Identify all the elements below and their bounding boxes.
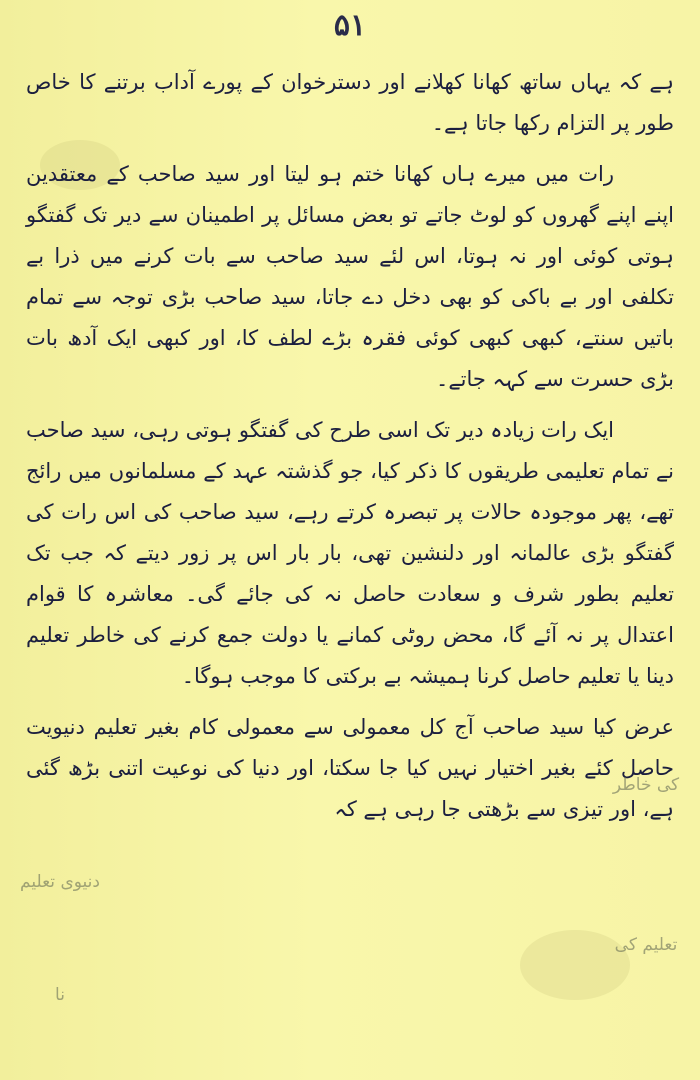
paragraph: ایک رات زیادہ دیر تک اسی طرح کی گفتگو ہوتی رہی، سید صاحب نے تمام تعلیمی طریقوں کا ذکر کیا، جو گذشتہ عہد کے مسلمانوں میں رائج تھے، پھر موجودہ حالات پر تبصرہ کرتے رہے، سید صاحب کی اس رات کی گفتگو بڑی عالمانہ اور دلنشین تھی، بار بار اس پر زور دیتے کہ جب تک تعلیم بطور شرف و سعادت حاصل نہ کی جائے گی۔ معاشرہ کا قوام اعتدال پر نہ آئے گا، محض روٹی کمانے یا دولت جمع کرنے کی خاطر تعلیم دینا یا تعلیم حاصل کرنا ہمیشہ بے برکتی کا موجب ہوگا۔ <box>26 418 674 688</box>
margin-note: دنیوی تعلیم <box>20 872 100 892</box>
margin-note: نا <box>55 985 65 1005</box>
paragraph: عرض کیا سید صاحب آج کل معمولی سے معمولی کام بغیر تعلیم دنیویت حاصل کئے بغیر اختیار نہیں کیا جا سکتا، اور دنیا کی نوعیت اتنی بڑھ گئی ہے، اور تیزی سے بڑھتی جا رہی ہے کہ <box>26 715 674 821</box>
margin-note: کی خاطر <box>612 775 680 795</box>
paragraph: رات میں میرے ہاں کھانا ختم ہو لیتا اور سید صاحب کے معتقدین اپنے اپنے گھروں کو لوٹ جاتے تو بعض مسائل پر اطمینان سے دیر تک گفتگو ہوتی کوئی اور نہ ہوتا، اس لئے سید صاحب سے بات کرنے میں ذرا بے تکلفی اور بے باکی کو بھی دخل دے جاتا، سید صاحب بڑی توجہ سے تمام باتیں سنتے، کبھی کبھی کوئی فقرہ بڑے لطف کا، اور کبھی ایک آدھ بات بڑی حسرت سے کہہ جاتے۔ <box>26 162 674 391</box>
paragraph: ہے کہ یہاں ساتھ کھانا کھلانے اور دسترخوان کے پورے آداب برتنے کا خاص طور پر التزام رکھا جاتا ہے۔ <box>26 70 674 135</box>
body-text <box>26 62 674 830</box>
margin-note: تعلیم کی <box>614 935 678 955</box>
page-number: ۵۱ <box>333 8 367 43</box>
